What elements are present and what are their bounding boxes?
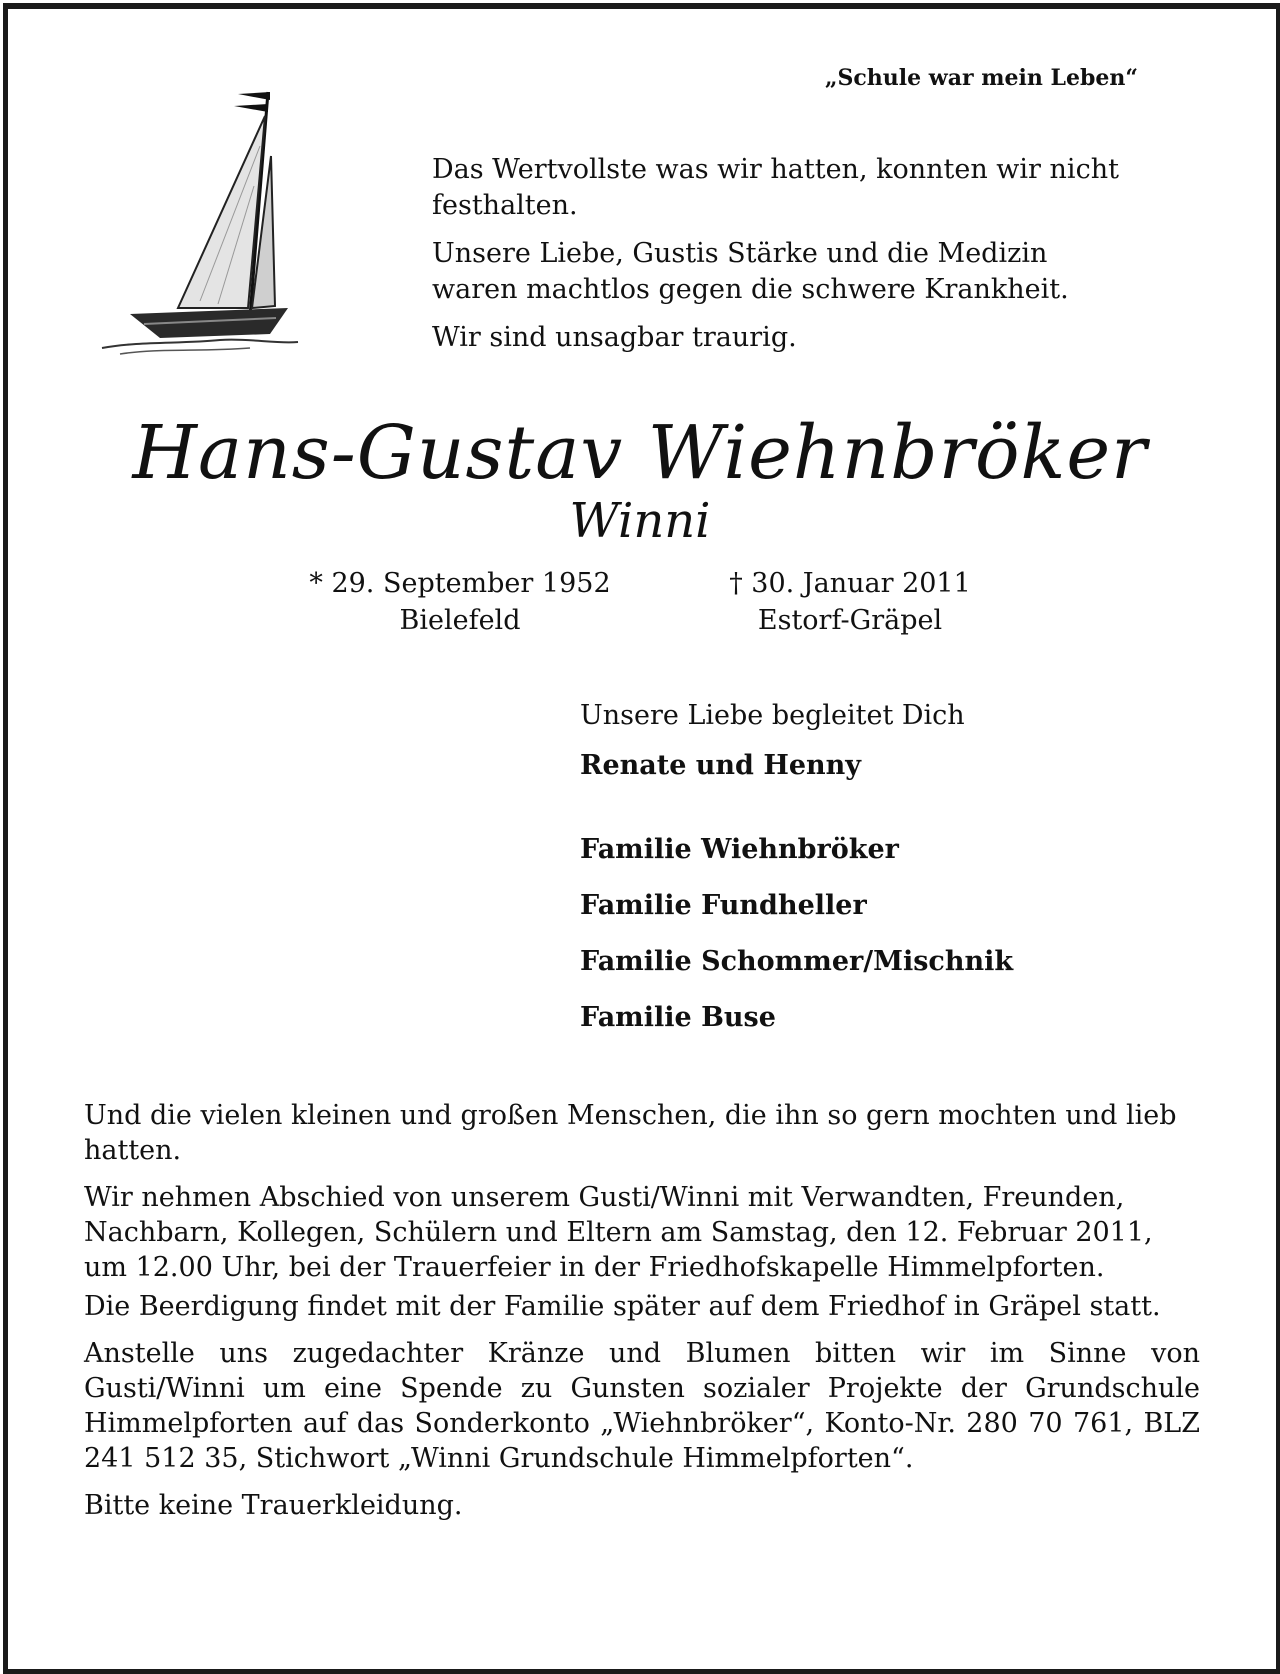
sailboat-icon <box>100 86 300 376</box>
closing-text <box>84 1098 1200 1535</box>
closing-paragraph: Bitte keine Trauerkleidung. <box>84 1490 463 1521</box>
intro-line: Wir sind unsagbar traurig. <box>432 322 797 353</box>
death-place: Estorf-Gräpel <box>757 605 943 636</box>
death-info <box>700 565 1000 639</box>
death-date: † 30. Januar 2011 <box>729 568 971 599</box>
intro-line: Unsere Liebe, Gustis Stärke und die Medizin waren machtlos gegen die schwere Krankheit. <box>432 238 1069 305</box>
family-item: Familie Fundheller <box>580 890 867 921</box>
closing-paragraph: Und die vielen kleinen und großen Menschen, die ihn so gern mochten und lieb hatten. <box>84 1100 1177 1166</box>
birth-info <box>290 565 630 639</box>
family-first: Renate und Henny <box>580 750 861 781</box>
motto: „Schule war mein Leben“ <box>824 65 1138 91</box>
family-list <box>580 700 1200 1057</box>
family-lead: Unsere Liebe begleitet Dich <box>580 700 965 731</box>
closing-paragraph: Die Beerdigung findet mit der Familie später auf dem Friedhof in Gräpel statt. <box>84 1291 1161 1322</box>
closing-paragraph: Anstelle uns zugedachter Kränze und Blumen bitten wir im Sinne von Gusti/Winni um eine Spende zu Gunsten sozialer Projekte der Grundschule Himmelpforten auf das Sonderkonto „Wiehnbröker“, Konto-Nr. 280 70 761, BLZ 241 512 35, Stichwort „Winni Grundschule Himmelpforten“. <box>84 1338 1200 1474</box>
deceased-name: Hans-Gustav Wiehnbröker <box>132 410 1148 496</box>
family-item: Familie Wiehnbröker <box>580 834 899 865</box>
nickname: Winni <box>569 493 711 549</box>
intro-text <box>432 152 1132 368</box>
family-item: Familie Schommer/Mischnik <box>580 946 1014 977</box>
closing-paragraph: Wir nehmen Abschied von unserem Gusti/Winni mit Verwandten, Freunden, Nachbarn, Kollegen, Schülern und Eltern am Samstag, den 12. Februar 2011, um 12.00 Uhr, bei der Trauerfeier in der Friedhofskapelle Himmelpforten. <box>84 1182 1153 1283</box>
birth-place: Bielefeld <box>399 605 521 636</box>
birth-date: * 29. September 1952 <box>309 568 611 599</box>
family-item: Familie Buse <box>580 1002 776 1033</box>
intro-line: Das Wertvollste was wir hatten, konnten wir nicht festhalten. <box>432 154 1119 221</box>
